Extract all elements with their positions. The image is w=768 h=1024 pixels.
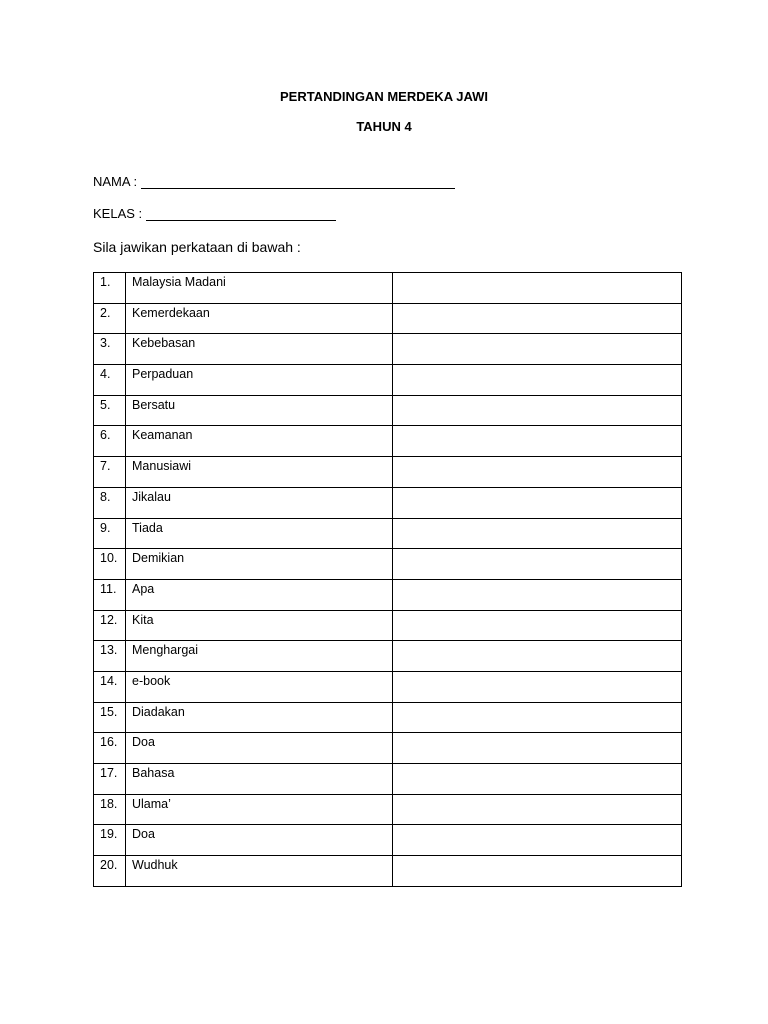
word-table-body — [94, 273, 682, 887]
row-number: 16. — [94, 733, 126, 764]
table-row — [94, 794, 682, 825]
row-answer-cell[interactable] — [393, 518, 682, 549]
row-number: 9. — [94, 518, 126, 549]
row-answer-cell[interactable] — [393, 549, 682, 580]
row-answer-cell[interactable] — [393, 365, 682, 396]
row-word: Keamanan — [126, 426, 393, 457]
row-number: 11. — [94, 579, 126, 610]
row-answer-cell[interactable] — [393, 579, 682, 610]
row-answer-cell[interactable] — [393, 457, 682, 488]
row-answer-cell[interactable] — [393, 641, 682, 672]
table-row — [94, 733, 682, 764]
row-answer-cell[interactable] — [393, 395, 682, 426]
row-word: Wudhuk — [126, 856, 393, 887]
row-word: Doa — [126, 733, 393, 764]
row-number: 6. — [94, 426, 126, 457]
row-number: 8. — [94, 487, 126, 518]
table-row — [94, 671, 682, 702]
table-row — [94, 579, 682, 610]
row-word: Menghargai — [126, 641, 393, 672]
row-number: 2. — [94, 303, 126, 334]
row-word: Tiada — [126, 518, 393, 549]
name-blank-line[interactable] — [141, 174, 455, 189]
row-word: Kemerdekaan — [126, 303, 393, 334]
row-answer-cell[interactable] — [393, 487, 682, 518]
table-row — [94, 518, 682, 549]
row-number: 19. — [94, 825, 126, 856]
row-answer-cell[interactable] — [393, 733, 682, 764]
table-row — [94, 856, 682, 887]
row-word: Demikian — [126, 549, 393, 580]
name-label: NAMA : — [93, 174, 138, 189]
row-word: Bahasa — [126, 764, 393, 795]
page-subtitle: TAHUN 4 — [356, 119, 412, 134]
row-word: Bersatu — [126, 395, 393, 426]
row-answer-cell[interactable] — [393, 794, 682, 825]
row-word: Ulama’ — [126, 794, 393, 825]
instruction-text: Sila jawikan perkataan di bawah : — [93, 239, 301, 255]
row-answer-cell[interactable] — [393, 273, 682, 304]
row-number: 5. — [94, 395, 126, 426]
row-word: Malaysia Madani — [126, 273, 393, 304]
row-number: 18. — [94, 794, 126, 825]
row-word: Jikalau — [126, 487, 393, 518]
row-word: Apa — [126, 579, 393, 610]
row-number: 3. — [94, 334, 126, 365]
row-answer-cell[interactable] — [393, 426, 682, 457]
table-row — [94, 426, 682, 457]
table-row — [94, 303, 682, 334]
row-number: 4. — [94, 365, 126, 396]
row-number: 15. — [94, 702, 126, 733]
row-word: e-book — [126, 671, 393, 702]
table-row — [94, 702, 682, 733]
class-field-row — [93, 206, 336, 221]
table-row — [94, 549, 682, 580]
row-number: 14. — [94, 671, 126, 702]
row-answer-cell[interactable] — [393, 334, 682, 365]
name-field-row — [93, 174, 455, 189]
word-table — [93, 272, 682, 887]
row-word: Diadakan — [126, 702, 393, 733]
table-row — [94, 487, 682, 518]
page-title: PERTANDINGAN MERDEKA JAWI — [279, 89, 488, 104]
table-row — [94, 365, 682, 396]
table-row — [94, 641, 682, 672]
row-word: Kita — [126, 610, 393, 641]
row-answer-cell[interactable] — [393, 702, 682, 733]
row-word: Perpaduan — [126, 365, 393, 396]
row-number: 12. — [94, 610, 126, 641]
row-answer-cell[interactable] — [393, 303, 682, 334]
table-row — [94, 395, 682, 426]
table-row — [94, 764, 682, 795]
row-word: Doa — [126, 825, 393, 856]
table-row — [94, 610, 682, 641]
row-number: 13. — [94, 641, 126, 672]
table-row — [94, 334, 682, 365]
table-row — [94, 457, 682, 488]
class-blank-line[interactable] — [146, 206, 336, 221]
row-number: 20. — [94, 856, 126, 887]
row-answer-cell[interactable] — [393, 856, 682, 887]
row-answer-cell[interactable] — [393, 610, 682, 641]
class-label: KELAS : — [93, 206, 143, 221]
row-number: 10. — [94, 549, 126, 580]
table-row — [94, 273, 682, 304]
row-answer-cell[interactable] — [393, 671, 682, 702]
row-number: 1. — [94, 273, 126, 304]
row-word: Kebebasan — [126, 334, 393, 365]
row-answer-cell[interactable] — [393, 764, 682, 795]
row-number: 7. — [94, 457, 126, 488]
row-word: Manusiawi — [126, 457, 393, 488]
table-row — [94, 825, 682, 856]
row-number: 17. — [94, 764, 126, 795]
row-answer-cell[interactable] — [393, 825, 682, 856]
